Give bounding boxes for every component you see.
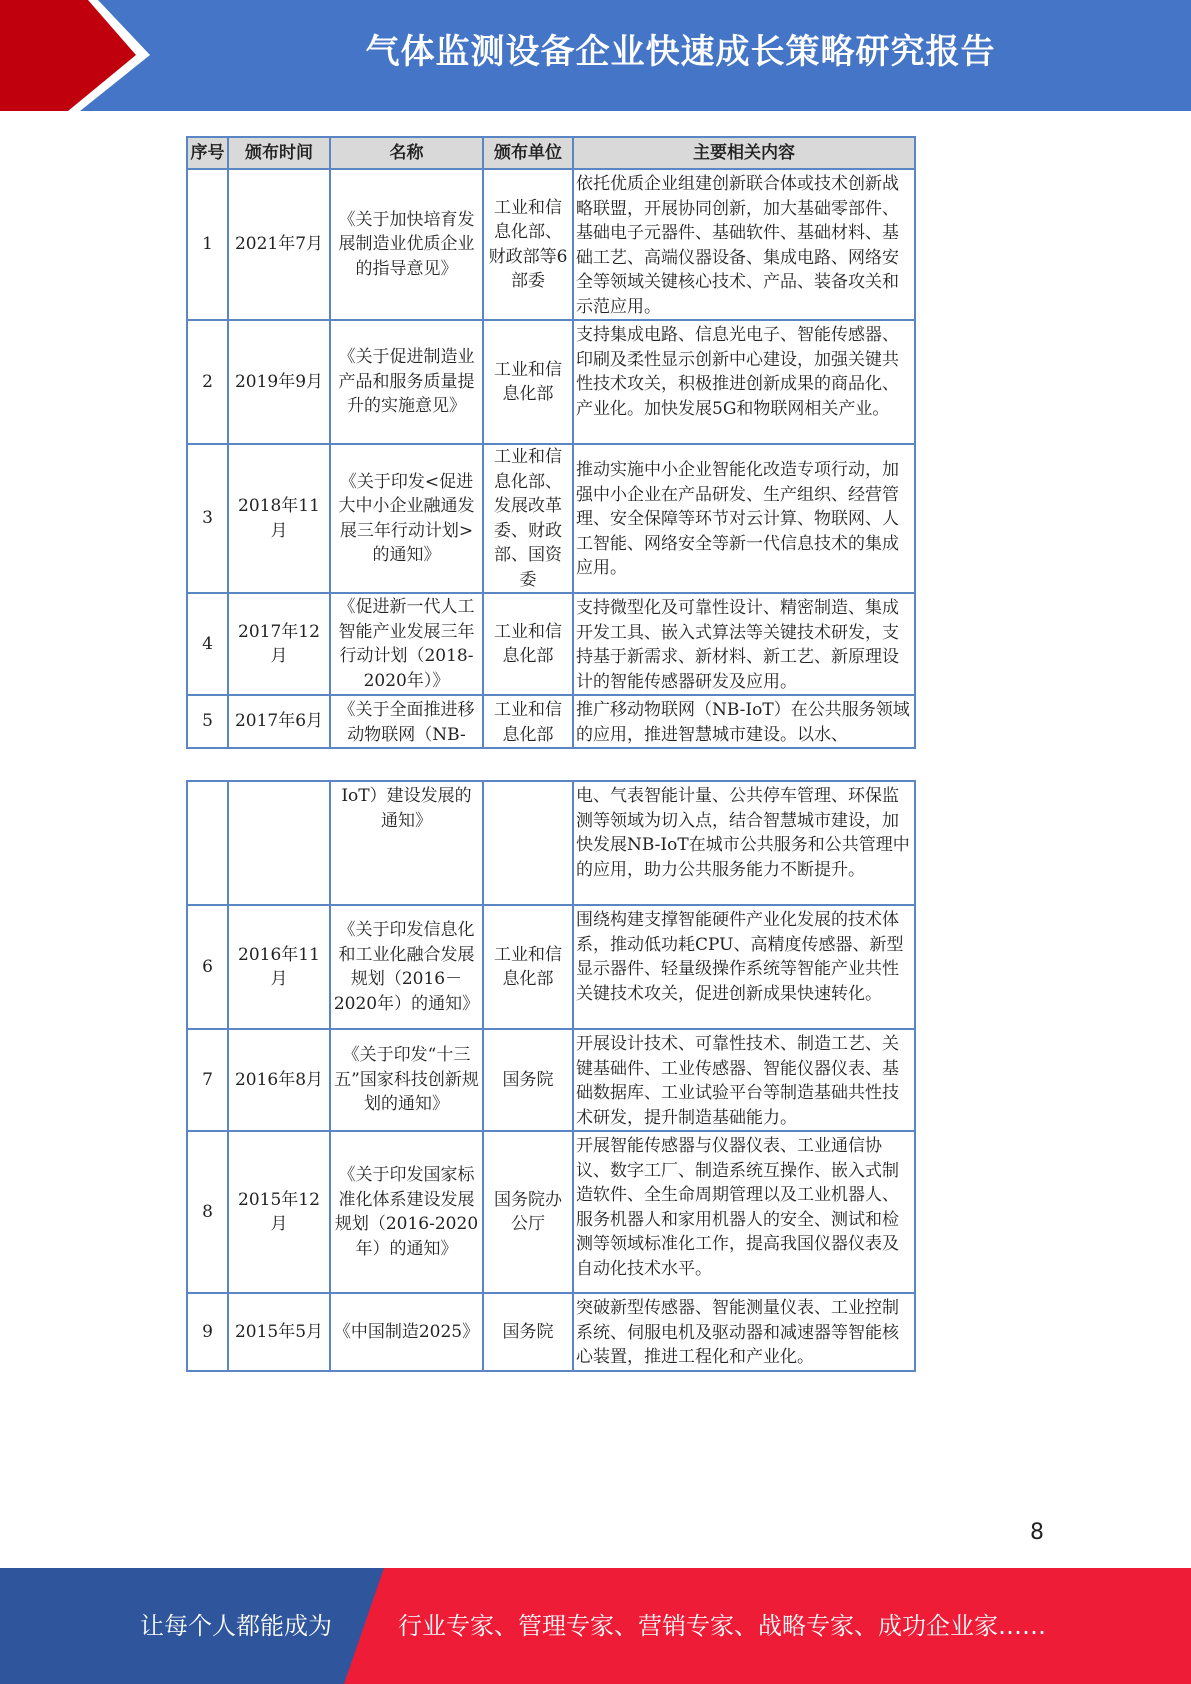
cell-no: 5 — [187, 695, 228, 748]
cell-name: 《中国制造2025》 — [330, 1293, 483, 1371]
cell-content: 开展智能传感器与仪器仪表、工业通信协议、数字工厂、制造系统互操作、嵌入式制造软件、全生命周期管理以及工业机器人、服务机器人和家用机器人的安全、测试和检测等领域标准化工作，提高我国仪器仪表及自动化技术水平。 — [573, 1131, 915, 1293]
header-issuer: 颁布单位 — [483, 137, 573, 169]
table-row — [187, 1293, 915, 1371]
cell-date: 2015年5月 — [228, 1293, 330, 1371]
cell-no: 1 — [187, 169, 228, 320]
cell-content-part2: 电、气表智能计量、公共停车管理、环保监测等领域为切入点，结合智慧城市建设，加快发展NB-IoT在城市公共服务和公共管理中的应用，助力公共服务能力不断提升。 — [573, 781, 915, 905]
cell-date: 2015年12月 — [228, 1131, 330, 1293]
cell-name: 《关于促进制造业产品和服务质量提升的实施意见》 — [330, 320, 483, 444]
cell-issuer: 国务院 — [483, 1029, 573, 1131]
cell-issuer: 工业和信息化部 — [483, 905, 573, 1029]
cell-name: 《关于印发信息化和工业化融合发展规划（2016－2020年）的通知》 — [330, 905, 483, 1029]
cell-content: 支持微型化及可靠性设计、精密制造、集成开发工具、嵌入式算法等关键技术研发，支持基于新需求、新材料、新工艺、新原理设计的智能传感器研发及应用。 — [573, 593, 915, 695]
page-number: 8 — [1030, 1520, 1044, 1545]
table-row — [187, 695, 915, 748]
table-row — [187, 169, 915, 320]
cell-content-part1: 推广移动物联网（NB-IoT）在公共服务领域的应用，推进智慧城市建设。以水、 — [576, 700, 910, 745]
cell-name: 《关于印发国家标准化体系建设发展规划（2016-2020年）的通知》 — [330, 1131, 483, 1293]
cell-name-part2: IoT）建设发展的通知》 — [330, 781, 483, 905]
cell-no: 3 — [187, 444, 228, 593]
cell-content: 突破新型传感器、智能测量仪表、工业控制系统、伺服电机及驱动器和减速器等智能核心装置，推进工程化和产业化。 — [573, 1293, 915, 1371]
cell-date: 2019年9月 — [228, 320, 330, 444]
page-footer — [0, 1568, 1191, 1684]
cell-content: 围绕构建支撑智能硬件产业化发展的技术体系，推动低功耗CPU、高精度传感器、新型显示器件、轻量级操作系统等智能产业共性关键技术攻关，促进创新成果快速转化。 — [573, 905, 915, 1029]
cell-date: 2021年7月 — [228, 169, 330, 320]
cell-content: 支持集成电路、信息光电子、智能传感器、印刷及柔性显示创新中心建设，加强关键共性技术攻关，积极推进创新成果的商品化、产业化。加快发展5G和物联网相关产业。 — [573, 320, 915, 444]
header-date: 颁布时间 — [228, 137, 330, 169]
cell-no: 7 — [187, 1029, 228, 1131]
table-row — [187, 320, 915, 444]
table-row — [187, 1029, 915, 1131]
page-header — [0, 0, 1191, 111]
policy-table-part-1 — [186, 136, 916, 749]
cell-date-empty — [228, 781, 330, 905]
table-header-row — [187, 137, 915, 169]
cell-no: 8 — [187, 1131, 228, 1293]
cell-no: 2 — [187, 320, 228, 444]
footer-slogan-right: 行业专家、管理专家、营销专家、战略专家、成功企业家…… — [398, 1612, 1046, 1640]
cell-no: 6 — [187, 905, 228, 1029]
cell-content: 开展设计技术、可靠性技术、制造工艺、关键基础件、工业传感器、智能仪器仪表、基础数据库、工业试验平台等制造基础共性技术研发，提升制造基础能力。 — [573, 1029, 915, 1131]
header-name: 名称 — [330, 137, 483, 169]
header-content: 主要相关内容 — [573, 137, 915, 169]
report-title: 气体监测设备企业快速成长策略研究报告 — [365, 32, 996, 72]
header-no: 序号 — [187, 137, 228, 169]
cell-no-empty — [187, 781, 228, 905]
table-row — [187, 905, 915, 1029]
footer-slogan-left: 让每个人都能成为 — [140, 1612, 332, 1640]
cell-date: 2016年8月 — [228, 1029, 330, 1131]
cell-content — [573, 695, 915, 748]
cell-name: 《关于加快培育发展制造业优质企业的指导意见》 — [330, 169, 483, 320]
cell-name: 《关于印发<促进大中小企业融通发展三年行动计划>的通知》 — [330, 444, 483, 593]
cell-issuer-empty — [483, 781, 573, 905]
cell-content: 推动实施中小企业智能化改造专项行动，加强中小企业在产品研发、生产组织、经营管理、安全保障等环节对云计算、物联网、人工智能、网络安全等新一代信息技术的集成应用。 — [573, 444, 915, 593]
cell-name: 《关于印发“十三五”国家科技创新规划的通知》 — [330, 1029, 483, 1131]
table-row — [187, 781, 915, 905]
cell-date: 2017年6月 — [228, 695, 330, 748]
table-row — [187, 444, 915, 593]
cell-issuer — [483, 695, 573, 748]
cell-date: 2018年11月 — [228, 444, 330, 593]
cell-issuer: 工业和信息化部、财政部等6部委 — [483, 169, 573, 320]
cell-name — [330, 695, 483, 748]
cell-name: 《促进新一代人工智能产业发展三年行动计划（2018-2020年）》 — [330, 593, 483, 695]
cell-issuer: 国务院 — [483, 1293, 573, 1371]
cell-date: 2017年12月 — [228, 593, 330, 695]
cell-issuer: 工业和信息化部 — [483, 320, 573, 444]
cell-issuer: 国务院办公厅 — [483, 1131, 573, 1293]
cell-date: 2016年11月 — [228, 905, 330, 1029]
cell-issuer: 工业和信息化部、发展改革委、财政部、国资委 — [483, 444, 573, 593]
cell-issuer: 工业和信息化部 — [483, 593, 573, 695]
policy-table-part-2 — [186, 780, 916, 1372]
cell-issuer-text: 工业和信息化部 — [494, 700, 562, 745]
cell-no: 9 — [187, 1293, 228, 1371]
cell-content: 依托优质企业组建创新联合体或技术创新战略联盟，开展协同创新，加大基础零部件、基础电子元器件、基础软件、基础材料、基础工艺、高端仪器设备、集成电路、网络安全等领域关键核心技术、产品、装备攻关和示范应用。 — [573, 169, 915, 320]
table-row — [187, 593, 915, 695]
cell-no: 4 — [187, 593, 228, 695]
table-row — [187, 1131, 915, 1293]
cell-name-part1: 《关于全面推进移动物联网（NB- — [338, 700, 475, 745]
